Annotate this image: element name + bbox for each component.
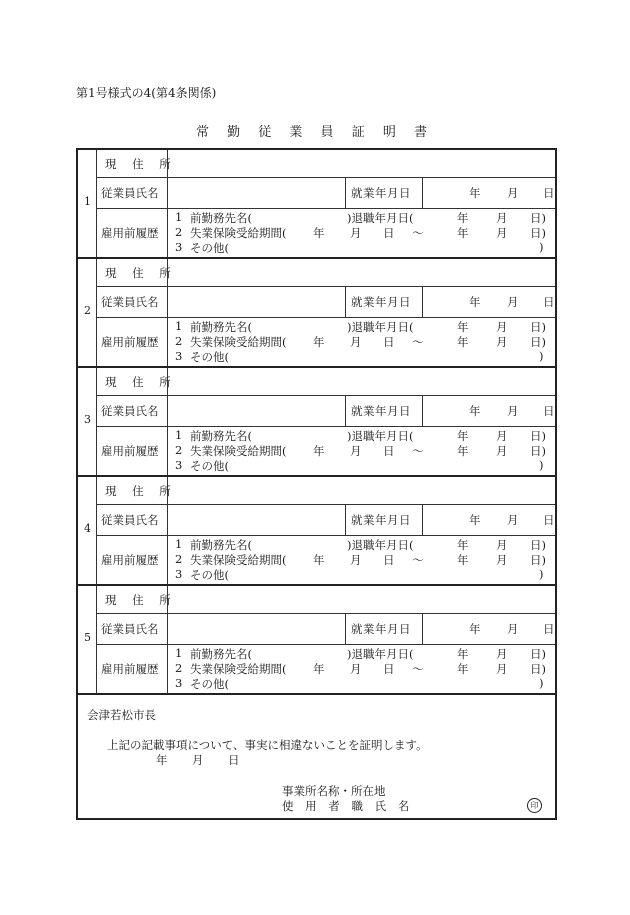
history-item-2-number: 2 [175, 225, 183, 239]
address-input-area[interactable] [168, 259, 555, 286]
month-label: 月 [350, 335, 362, 349]
wave-dash: 〜 [412, 226, 424, 240]
history-close-paren: ) [539, 567, 544, 581]
year-label: 年 [313, 662, 325, 676]
address-label: 現 住 所 [105, 483, 177, 498]
history-close-day: 日) [530, 335, 546, 349]
day-label: 日 [383, 662, 395, 676]
history-label-cell [97, 536, 168, 584]
history-item-1-number: 1 [175, 537, 183, 551]
history-input-area[interactable] [168, 209, 555, 257]
name-label-cell [97, 505, 168, 535]
block-number: 3 [84, 413, 91, 426]
history-close-day: 日) [530, 553, 546, 567]
wave-dash: 〜 [412, 553, 424, 567]
history-item-3-number: 3 [175, 458, 183, 472]
address-row [97, 586, 555, 614]
history-item-1-end: )退職年月日( [347, 647, 414, 661]
name-label-cell [97, 396, 168, 426]
name-input-area[interactable] [168, 505, 346, 535]
month-label: 月 [507, 404, 519, 418]
history-label: 雇用前履歴 [101, 226, 159, 240]
month-label: 月 [496, 211, 508, 225]
history-item-3-number: 3 [175, 676, 183, 690]
name-row [97, 178, 555, 209]
history-close-day: 日) [530, 226, 546, 240]
block-number-cell [78, 477, 97, 584]
history-item-3-text: その他( [190, 459, 229, 473]
month-label: 月 [507, 186, 519, 200]
history-label-cell [97, 427, 168, 475]
history-close-day: 日) [530, 429, 546, 443]
history-label: 雇用前履歴 [101, 335, 159, 349]
year-label: 年 [457, 320, 469, 334]
history-item-1-number: 1 [175, 428, 183, 442]
history-row [97, 536, 555, 584]
address-row [97, 368, 555, 396]
history-label-cell [97, 645, 168, 693]
office-name-address-label: 事業所名称・所在地 [282, 784, 386, 798]
month-label: 月 [496, 320, 508, 334]
address-input-area[interactable] [168, 150, 555, 177]
address-label-cell [97, 259, 177, 286]
history-close-paren: ) [539, 349, 544, 363]
seal-icon: 印 [527, 798, 542, 813]
month-label: 月 [496, 335, 508, 349]
document-title: 常 勤 従 業 員 証 明 書 [196, 125, 434, 140]
history-row [97, 645, 555, 693]
date-month-label[interactable]: 月 [192, 753, 204, 767]
month-label: 月 [350, 553, 362, 567]
year-label: 年 [457, 553, 469, 567]
hire-date-label-cell [346, 505, 423, 535]
history-close-paren: ) [539, 676, 544, 690]
date-day-label[interactable]: 日 [228, 753, 240, 767]
history-label: 雇用前履歴 [101, 553, 159, 567]
year-label: 年 [469, 186, 481, 200]
name-label-cell [97, 287, 168, 317]
name-label: 従業員氏名 [101, 295, 159, 309]
year-label: 年 [457, 335, 469, 349]
history-label-cell [97, 318, 168, 366]
year-label: 年 [457, 444, 469, 458]
history-item-3-number: 3 [175, 349, 183, 363]
hire-date-label: 就業年月日 [351, 513, 411, 527]
address-input-area[interactable] [168, 477, 555, 504]
address-row [97, 259, 555, 287]
history-close-day: 日) [530, 647, 546, 661]
day-label: 日 [543, 404, 555, 418]
history-close-day: 日) [530, 444, 546, 458]
address-row [97, 477, 555, 505]
form-number: 第1号様式の4(第4条関係) [76, 86, 217, 100]
history-item-1-text: 前勤務先名( [190, 538, 252, 552]
month-label: 月 [507, 513, 519, 527]
name-label-cell [97, 178, 168, 208]
month-label: 月 [496, 226, 508, 240]
history-item-3-number: 3 [175, 240, 183, 254]
address-label-cell [97, 368, 177, 395]
employee-block-1 [78, 150, 555, 259]
history-item-1-end: )退職年月日( [347, 211, 414, 225]
month-label: 月 [496, 444, 508, 458]
history-item-2-number: 2 [175, 443, 183, 457]
name-label: 従業員氏名 [101, 186, 159, 200]
year-label: 年 [469, 513, 481, 527]
hire-date-label: 就業年月日 [351, 622, 411, 636]
history-item-2-number: 2 [175, 334, 183, 348]
history-input-area[interactable] [168, 318, 555, 366]
hire-date-label-cell [346, 287, 423, 317]
name-label: 従業員氏名 [101, 513, 159, 527]
block-number-cell [78, 368, 97, 475]
history-close-day: 日) [530, 320, 546, 334]
history-item-1-text: 前勤務先名( [190, 647, 252, 661]
address-input-area[interactable] [168, 368, 555, 395]
month-label: 月 [350, 662, 362, 676]
history-item-1-text: 前勤務先名( [190, 320, 252, 334]
year-label: 年 [313, 444, 325, 458]
year-label: 年 [457, 647, 469, 661]
name-label: 従業員氏名 [101, 622, 159, 636]
name-row [97, 614, 555, 645]
history-input-area[interactable] [168, 427, 555, 475]
history-input-area[interactable] [168, 536, 555, 584]
address-label: 現 住 所 [105, 592, 177, 607]
name-input-area[interactable] [168, 178, 346, 208]
history-close-day: 日) [530, 538, 546, 552]
month-label: 月 [507, 622, 519, 636]
history-close-paren: ) [539, 240, 544, 254]
hire-date-input-area[interactable] [423, 287, 555, 317]
employee-block-3 [78, 368, 555, 477]
day-label: 日 [543, 513, 555, 527]
year-label: 年 [469, 295, 481, 309]
history-input-area[interactable] [168, 645, 555, 693]
history-item-1-number: 1 [175, 646, 183, 660]
history-close-paren: ) [539, 458, 544, 472]
block-number-cell [78, 259, 97, 366]
day-label: 日 [543, 622, 555, 636]
history-close-day: 日) [530, 211, 546, 225]
hire-date-label: 就業年月日 [351, 295, 411, 309]
history-row [97, 209, 555, 257]
name-row [97, 396, 555, 427]
name-input-area[interactable] [168, 396, 346, 426]
year-label: 年 [469, 622, 481, 636]
block-number: 4 [84, 522, 91, 535]
year-label: 年 [457, 662, 469, 676]
history-item-3-text: その他( [190, 241, 229, 255]
history-item-1-text: 前勤務先名( [190, 429, 252, 443]
block-number: 2 [84, 304, 91, 317]
address-label: 現 住 所 [105, 374, 177, 389]
address-label: 現 住 所 [105, 156, 177, 171]
addressee: 会津若松市長 [87, 708, 156, 722]
year-label: 年 [457, 226, 469, 240]
history-item-2-number: 2 [175, 552, 183, 566]
hire-date-input-area[interactable] [423, 614, 555, 644]
hire-date-label: 就業年月日 [351, 404, 411, 418]
wave-dash: 〜 [412, 335, 424, 349]
block-number-cell [78, 586, 97, 693]
name-row [97, 505, 555, 536]
history-close-day: 日) [530, 662, 546, 676]
certification-statement: 上記の記載事項について、事実に相違ないことを証明します。 [107, 738, 428, 752]
month-label: 月 [507, 295, 519, 309]
day-label: 日 [543, 186, 555, 200]
employee-block-2 [78, 259, 555, 368]
day-label: 日 [383, 226, 395, 240]
hire-date-label-cell [346, 178, 423, 208]
month-label: 月 [350, 226, 362, 240]
hire-date-label-cell [346, 396, 423, 426]
year-label: 年 [457, 211, 469, 225]
history-item-1-number: 1 [175, 210, 183, 224]
history-item-2-text: 失業保険受給期間( [190, 226, 287, 240]
month-label: 月 [496, 538, 508, 552]
name-label: 従業員氏名 [101, 404, 159, 418]
name-label-cell [97, 614, 168, 644]
year-label: 年 [313, 226, 325, 240]
year-label: 年 [313, 553, 325, 567]
address-label-cell [97, 477, 177, 504]
certificate-form [76, 148, 557, 820]
block-number: 5 [84, 631, 91, 644]
history-item-3-text: その他( [190, 677, 229, 691]
month-label: 月 [496, 429, 508, 443]
day-label: 日 [383, 444, 395, 458]
wave-dash: 〜 [412, 662, 424, 676]
wave-dash: 〜 [412, 444, 424, 458]
history-item-1-end: )退職年月日( [347, 429, 414, 443]
employer-title-name-label: 使 用 者 職 氏 名 [282, 799, 414, 813]
name-input-area[interactable] [168, 287, 346, 317]
address-input-area[interactable] [168, 586, 555, 613]
history-item-2-text: 失業保険受給期間( [190, 553, 287, 567]
certification-section [78, 695, 555, 818]
hire-date-label: 就業年月日 [351, 186, 411, 200]
hire-date-label-cell [346, 614, 423, 644]
history-row [97, 318, 555, 366]
hire-date-input-area[interactable] [423, 505, 555, 535]
address-label: 現 住 所 [105, 265, 177, 280]
hire-date-input-area[interactable] [423, 178, 555, 208]
history-item-3-number: 3 [175, 567, 183, 581]
employee-block-4 [78, 477, 555, 586]
block-number-cell [78, 150, 97, 257]
history-label-cell [97, 209, 168, 257]
name-input-area[interactable] [168, 614, 346, 644]
history-item-1-text: 前勤務先名( [190, 211, 252, 225]
history-item-2-number: 2 [175, 661, 183, 675]
block-number: 1 [84, 195, 91, 208]
month-label: 月 [496, 647, 508, 661]
hire-date-input-area[interactable] [423, 396, 555, 426]
date-year-label[interactable]: 年 [156, 753, 168, 767]
year-label: 年 [313, 335, 325, 349]
history-item-2-text: 失業保険受給期間( [190, 444, 287, 458]
address-row [97, 150, 555, 178]
address-label-cell [97, 586, 177, 613]
month-label: 月 [350, 444, 362, 458]
history-item-1-end: )退職年月日( [347, 320, 414, 334]
history-item-2-text: 失業保険受給期間( [190, 662, 287, 676]
month-label: 月 [496, 553, 508, 567]
day-label: 日 [543, 295, 555, 309]
employee-block-5 [78, 586, 555, 695]
address-label-cell [97, 150, 177, 177]
month-label: 月 [496, 662, 508, 676]
history-item-3-text: その他( [190, 350, 229, 364]
history-label: 雇用前履歴 [101, 444, 159, 458]
history-item-2-text: 失業保険受給期間( [190, 335, 287, 349]
year-label: 年 [469, 404, 481, 418]
history-item-1-end: )退職年月日( [347, 538, 414, 552]
day-label: 日 [383, 553, 395, 567]
day-label: 日 [383, 335, 395, 349]
history-row [97, 427, 555, 475]
history-item-3-text: その他( [190, 568, 229, 582]
year-label: 年 [457, 538, 469, 552]
year-label: 年 [457, 429, 469, 443]
history-label: 雇用前履歴 [101, 662, 159, 676]
history-item-1-number: 1 [175, 319, 183, 333]
name-row [97, 287, 555, 318]
